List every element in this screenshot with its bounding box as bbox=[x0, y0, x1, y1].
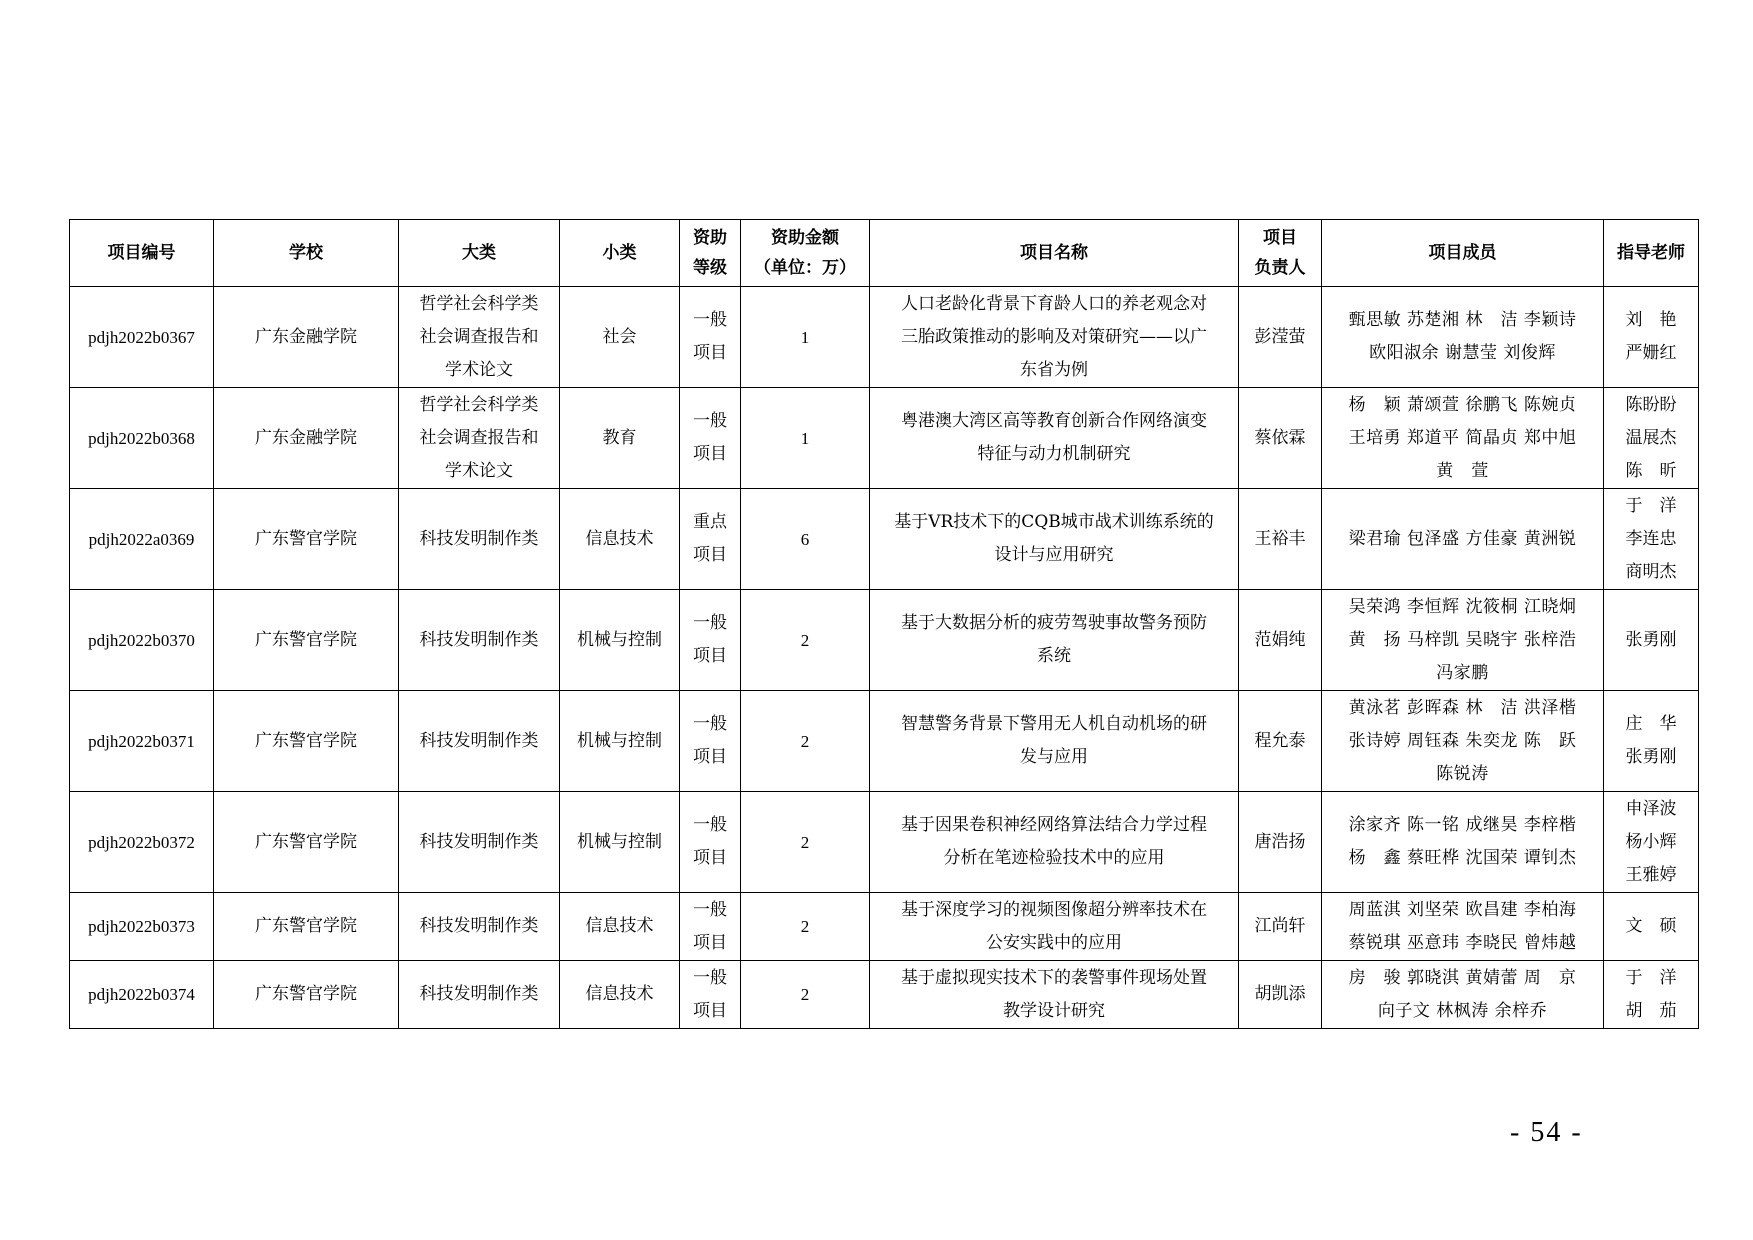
school-cell: 广东警官学院 bbox=[214, 590, 399, 691]
header-subcategory: 小类 bbox=[560, 220, 680, 287]
project-id-cell: pdjh2022b0373 bbox=[70, 893, 214, 961]
subcategory-cell: 信息技术 bbox=[560, 961, 680, 1029]
funding-amount-cell: 2 bbox=[741, 590, 870, 691]
category-cell: 科技发明制作类 bbox=[399, 792, 560, 893]
funding-amount-cell: 1 bbox=[741, 388, 870, 489]
project-title-cell: 人口老龄化背景下育龄人口的养老观念对 三胎政策推动的影响及对策研究——以广 东省为例 bbox=[870, 287, 1239, 388]
table-row bbox=[70, 691, 1699, 792]
advisors-cell: 于 洋 李连忠 商明杰 bbox=[1604, 489, 1699, 590]
funding-amount-cell: 2 bbox=[741, 691, 870, 792]
funding-level-cell: 一般 项目 bbox=[680, 388, 741, 489]
table-row bbox=[70, 590, 1699, 691]
page-number: - 54 - bbox=[1510, 1117, 1583, 1148]
school-cell: 广东金融学院 bbox=[214, 388, 399, 489]
table-header-row bbox=[70, 220, 1699, 287]
category-cell: 科技发明制作类 bbox=[399, 590, 560, 691]
funding-amount-cell: 6 bbox=[741, 489, 870, 590]
project-leader-cell: 范娟纯 bbox=[1239, 590, 1322, 691]
funding-level-cell: 一般 项目 bbox=[680, 691, 741, 792]
header-project-id: 项目编号 bbox=[70, 220, 214, 287]
header-project-members: 项目成员 bbox=[1322, 220, 1604, 287]
funding-amount-cell: 2 bbox=[741, 961, 870, 1029]
advisors-cell: 刘 艳 严姗红 bbox=[1604, 287, 1699, 388]
header-funding-amount: 资助金额 （单位：万） bbox=[741, 220, 870, 287]
project-id-cell: pdjh2022b0372 bbox=[70, 792, 214, 893]
category-cell: 科技发明制作类 bbox=[399, 961, 560, 1029]
table-row bbox=[70, 388, 1699, 489]
project-members-cell: 黄泳茗 彭晖森 林 洁 洪泽楷 张诗婷 周钰森 朱奕龙 陈 跃 陈锐涛 bbox=[1322, 691, 1604, 792]
project-leader-cell: 王裕丰 bbox=[1239, 489, 1322, 590]
subcategory-cell: 教育 bbox=[560, 388, 680, 489]
header-project-title: 项目名称 bbox=[870, 220, 1239, 287]
table-row bbox=[70, 489, 1699, 590]
advisors-cell: 张勇刚 bbox=[1604, 590, 1699, 691]
category-cell: 科技发明制作类 bbox=[399, 691, 560, 792]
funding-level-cell: 重点 项目 bbox=[680, 489, 741, 590]
category-cell: 哲学社会科学类 社会调查报告和 学术论文 bbox=[399, 388, 560, 489]
project-members-cell: 杨 颖 萧颂萱 徐鹏飞 陈婉贞 王培勇 郑道平 简晶贞 郑中旭 黄 萱 bbox=[1322, 388, 1604, 489]
subcategory-cell: 机械与控制 bbox=[560, 691, 680, 792]
project-members-cell: 甄思敏 苏楚湘 林 洁 李颖诗 欧阳淑余 谢慧莹 刘俊辉 bbox=[1322, 287, 1604, 388]
category-cell: 哲学社会科学类 社会调查报告和 学术论文 bbox=[399, 287, 560, 388]
table-row bbox=[70, 961, 1699, 1029]
advisors-cell: 陈盼盼 温展杰 陈 昕 bbox=[1604, 388, 1699, 489]
project-leader-cell: 唐浩扬 bbox=[1239, 792, 1322, 893]
header-school: 学校 bbox=[214, 220, 399, 287]
project-members-cell: 梁君瑜 包泽盛 方佳豪 黄洲锐 bbox=[1322, 489, 1604, 590]
school-cell: 广东金融学院 bbox=[214, 287, 399, 388]
header-advisors: 指导老师 bbox=[1604, 220, 1699, 287]
project-title-cell: 基于深度学习的视频图像超分辨率技术在 公安实践中的应用 bbox=[870, 893, 1239, 961]
advisors-cell: 庄 华 张勇刚 bbox=[1604, 691, 1699, 792]
project-title-cell: 智慧警务背景下警用无人机自动机场的研 发与应用 bbox=[870, 691, 1239, 792]
school-cell: 广东警官学院 bbox=[214, 961, 399, 1029]
project-title-cell: 基于VR技术下的CQB城市战术训练系统的 设计与应用研究 bbox=[870, 489, 1239, 590]
project-id-cell: pdjh2022b0367 bbox=[70, 287, 214, 388]
advisors-cell: 申泽波 杨小辉 王雅婷 bbox=[1604, 792, 1699, 893]
subcategory-cell: 社会 bbox=[560, 287, 680, 388]
table-row bbox=[70, 893, 1699, 961]
advisors-cell: 于 洋 胡 茄 bbox=[1604, 961, 1699, 1029]
funding-amount-cell: 2 bbox=[741, 893, 870, 961]
header-project-leader: 项目 负责人 bbox=[1239, 220, 1322, 287]
project-id-cell: pdjh2022a0369 bbox=[70, 489, 214, 590]
school-cell: 广东警官学院 bbox=[214, 792, 399, 893]
project-members-cell: 周蓝淇 刘坚荣 欧昌建 李柏海 蔡锐琪 巫意玮 李晓民 曾炜越 bbox=[1322, 893, 1604, 961]
project-leader-cell: 蔡依霖 bbox=[1239, 388, 1322, 489]
project-title-cell: 粤港澳大湾区高等教育创新合作网络演变 特征与动力机制研究 bbox=[870, 388, 1239, 489]
subcategory-cell: 机械与控制 bbox=[560, 792, 680, 893]
header-funding-level: 资助 等级 bbox=[680, 220, 741, 287]
funding-level-cell: 一般 项目 bbox=[680, 287, 741, 388]
project-id-cell: pdjh2022b0371 bbox=[70, 691, 214, 792]
project-leader-cell: 江尚轩 bbox=[1239, 893, 1322, 961]
funding-level-cell: 一般 项目 bbox=[680, 961, 741, 1029]
project-leader-cell: 程允泰 bbox=[1239, 691, 1322, 792]
project-id-cell: pdjh2022b0370 bbox=[70, 590, 214, 691]
table-row bbox=[70, 287, 1699, 388]
category-cell: 科技发明制作类 bbox=[399, 893, 560, 961]
funding-level-cell: 一般 项目 bbox=[680, 590, 741, 691]
project-members-cell: 涂家齐 陈一铭 成继昊 李梓楷 杨 鑫 蔡旺桦 沈国荣 谭钊杰 bbox=[1322, 792, 1604, 893]
project-leader-cell: 彭滢萤 bbox=[1239, 287, 1322, 388]
funding-level-cell: 一般 项目 bbox=[680, 792, 741, 893]
advisors-cell: 文 硕 bbox=[1604, 893, 1699, 961]
project-members-cell: 房 骏 郭晓淇 黄婧蕾 周 京 向子文 林枫涛 余梓乔 bbox=[1322, 961, 1604, 1029]
project-title-cell: 基于虚拟现实技术下的袭警事件现场处置 教学设计研究 bbox=[870, 961, 1239, 1029]
subcategory-cell: 机械与控制 bbox=[560, 590, 680, 691]
project-id-cell: pdjh2022b0368 bbox=[70, 388, 214, 489]
project-members-cell: 吴荣鸿 李恒辉 沈筱桐 江晓炯 黄 扬 马梓凯 吴晓宇 张梓浩 冯家鹏 bbox=[1322, 590, 1604, 691]
subcategory-cell: 信息技术 bbox=[560, 489, 680, 590]
header-category: 大类 bbox=[399, 220, 560, 287]
category-cell: 科技发明制作类 bbox=[399, 489, 560, 590]
project-leader-cell: 胡凯添 bbox=[1239, 961, 1322, 1029]
funding-amount-cell: 2 bbox=[741, 792, 870, 893]
table-row bbox=[70, 792, 1699, 893]
school-cell: 广东警官学院 bbox=[214, 691, 399, 792]
funding-level-cell: 一般 项目 bbox=[680, 893, 741, 961]
project-id-cell: pdjh2022b0374 bbox=[70, 961, 214, 1029]
school-cell: 广东警官学院 bbox=[214, 489, 399, 590]
project-funding-table bbox=[69, 219, 1699, 1029]
school-cell: 广东警官学院 bbox=[214, 893, 399, 961]
subcategory-cell: 信息技术 bbox=[560, 893, 680, 961]
project-title-cell: 基于因果卷积神经网络算法结合力学过程 分析在笔迹检验技术中的应用 bbox=[870, 792, 1239, 893]
project-title-cell: 基于大数据分析的疲劳驾驶事故警务预防 系统 bbox=[870, 590, 1239, 691]
funding-amount-cell: 1 bbox=[741, 287, 870, 388]
